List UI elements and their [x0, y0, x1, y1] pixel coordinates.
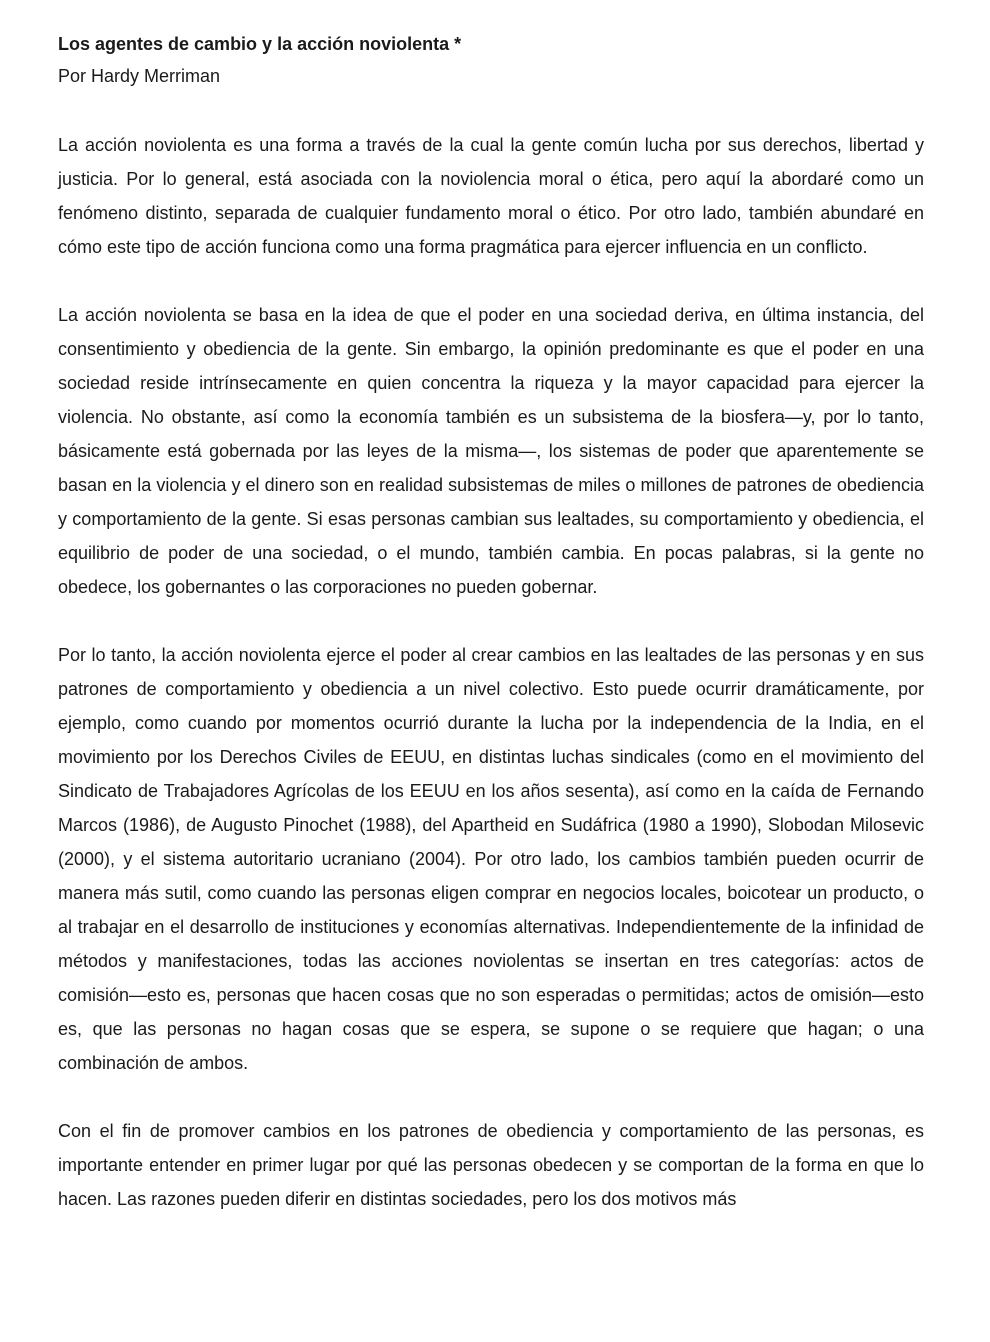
paragraph-4: Con el fin de promover cambios en los patrones de obediencia y comportamiento de las personas, es importante entender en primer lugar por qué las personas obedecen y se comportan de la forma en que lo hacen. Las razones pueden diferir en distintas sociedades, pero los dos motivos más [58, 1121, 924, 1209]
spacer [58, 264, 924, 298]
document-title: Los agentes de cambio y la acción noviolenta * [58, 34, 462, 54]
document-page [58, 28, 924, 1216]
spacer [58, 92, 924, 128]
document-author: Por Hardy Merriman [58, 66, 221, 86]
paragraph-1: La acción noviolenta es una forma a través de la cual la gente común lucha por sus derechos, libertad y justicia. Por lo general, está asociada con la noviolencia moral o ética, pero aquí la abordaré como un fenómeno distinto, separada de cualquier fundamento moral o ético. Por otro lado, también abundaré en cómo este tipo de acción funciona como una forma pragmática para ejercer influencia en un conflicto. [58, 135, 924, 257]
paragraph-2: La acción noviolenta se basa en la idea de que el poder en una sociedad deriva, en última instancia, del consentimiento y obediencia de la gente. Sin embargo, la opinión predominante es que el poder en una sociedad reside intrínsecamente en quien concentra la riqueza y la mayor capacidad para ejercer la violencia. No obstante, así como la economía también es un subsistema de la biosfera—y, por lo tanto, básicamente está gobernada por las leyes de la misma—, los sistemas de poder que aparentemente se basan en la violencia y el dinero son en realidad subsistemas de miles o millones de patrones de obediencia y comportamiento de la gente. Si esas personas cambian sus lealtades, su comportamiento y obediencia, el equilibrio de poder de una sociedad, o el mundo, también cambia. En pocas palabras, si la gente no obedece, los gobernantes o las corporaciones no pueden gobernar. [58, 305, 924, 597]
paragraph-3: Por lo tanto, la acción noviolenta ejerce el poder al crear cambios en las lealtades de las personas y en sus patrones de comportamiento y obediencia a un nivel colectivo. Esto puede ocurrir dramáticamente, por ejemplo, como cuando por momentos ocurrió durante la lucha por la independencia de la India, en el movimiento por los Derechos Civiles de EEUU, en distintas luchas sindicales (como en el movimiento del Sindicato de Trabajadores Agrícolas de los EEUU en los años sesenta), así como en la caída de Fernando Marcos (1986), de Augusto Pinochet (1988), del Apartheid en Sudáfrica (1980 a 1990), Slobodan Milosevic (2000), y el sistema autoritario ucraniano (2004). Por otro lado, los cambios también pueden ocurrir de manera más sutil, como cuando las personas eligen comprar en negocios locales, boicotear un producto, o al trabajar en el desarrollo de instituciones y economías alternativas. Independientemente de la infinidad de métodos y manifestaciones, todas las acciones noviolentas se insertan en tres categorías: actos de comisión—esto es, personas que hacen cosas que no son esperadas o permitidas; actos de omisión—esto es, que las personas no hagan cosas que se espera, se supone o se requiere que hagan; o una combinación de ambos. [58, 645, 924, 1073]
spacer [58, 604, 924, 638]
spacer [58, 1080, 924, 1114]
